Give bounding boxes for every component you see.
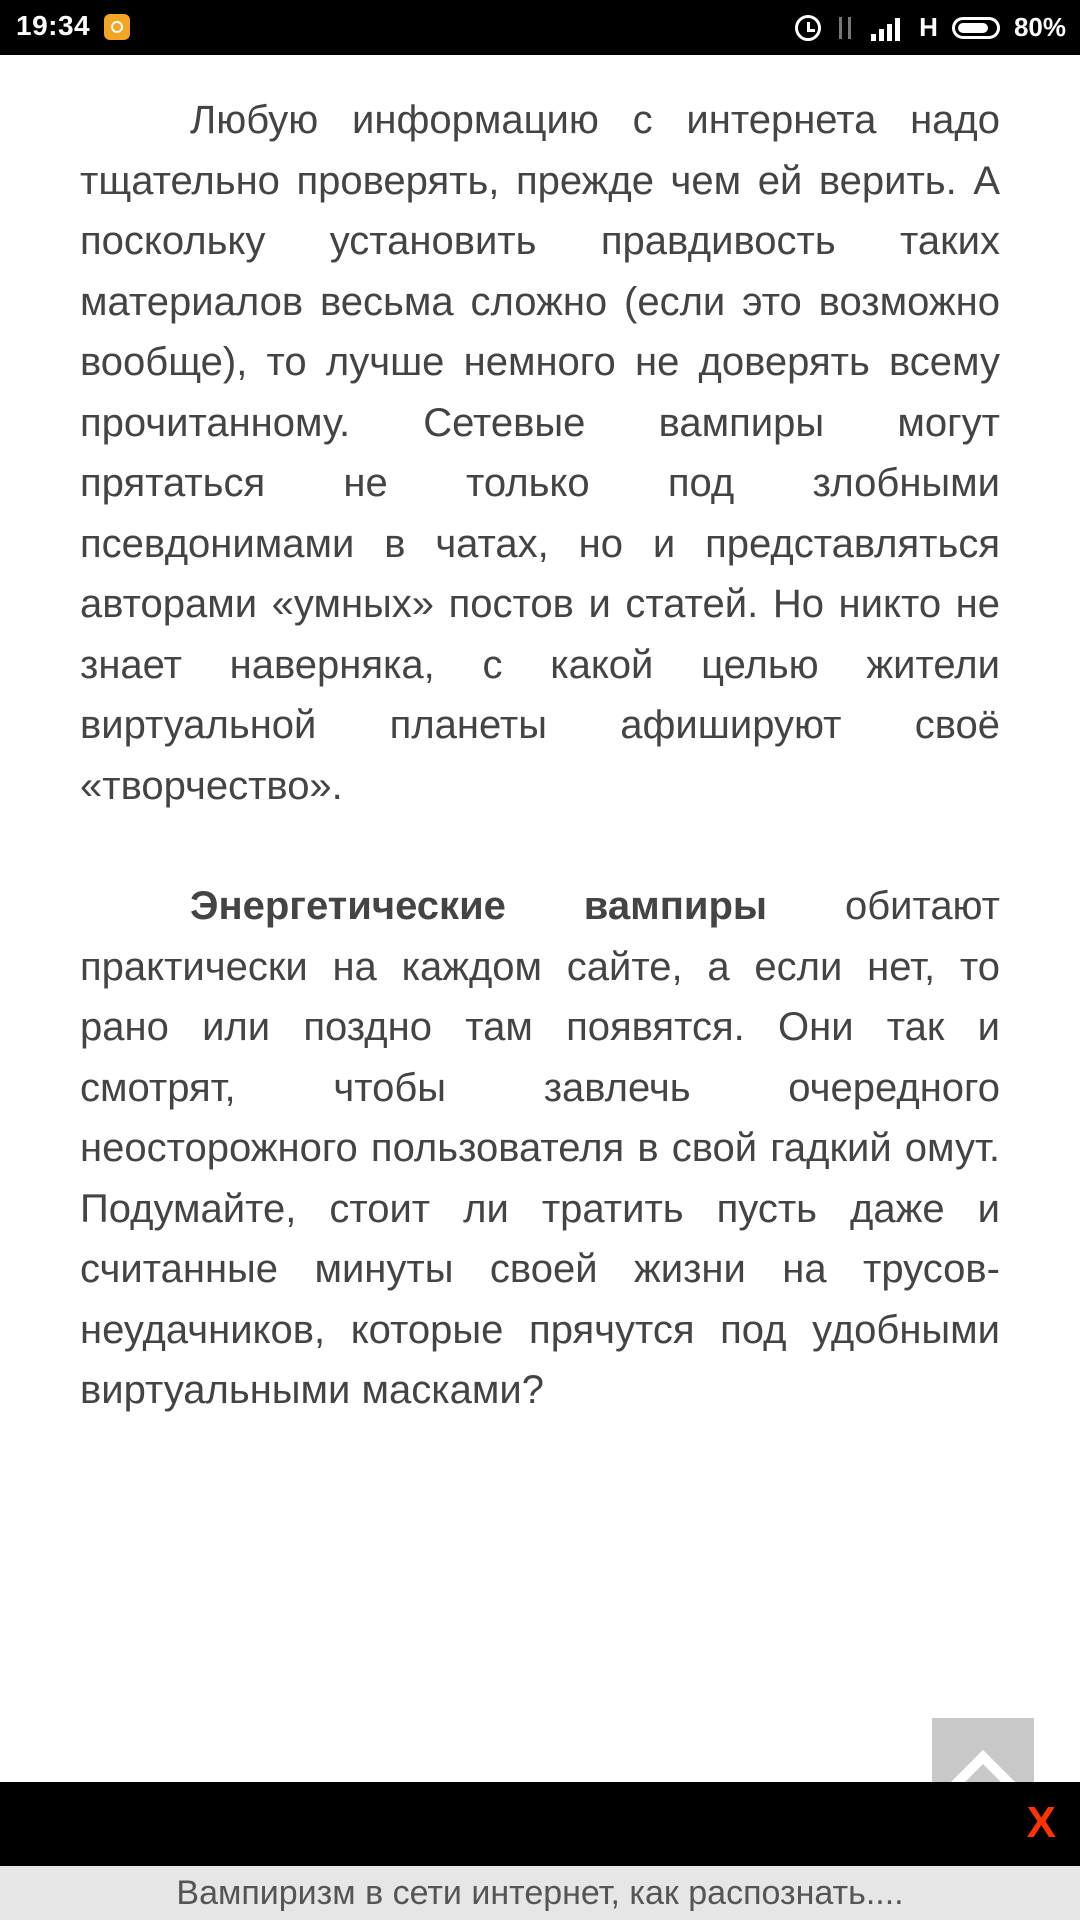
page-title: Вампиризм в сети интернет, как распознать.... xyxy=(176,1874,904,1912)
battery-icon xyxy=(952,17,1000,39)
alarm-icon xyxy=(795,15,821,41)
paragraph-text: обитают практически на каждом сайте, а если нет, то рано или поздно там появятся. Они так и смотрят, чтобы завлечь очередного неосторожного пользователя в свой гадкий омут. Подумайте, стоит ли тратить пусть даже и считанные минуты своей жизни на трусов-неудачников, которые прячутся под удобными виртуальными масками? xyxy=(80,884,1000,1412)
battery-percent: 80% xyxy=(1013,12,1066,42)
bottom-title-strip[interactable] xyxy=(0,1866,1080,1920)
data-icon xyxy=(835,15,857,41)
status-time: 19:34 xyxy=(16,10,91,41)
ad-banner[interactable] xyxy=(0,1782,1080,1866)
signal-icon xyxy=(871,15,905,41)
status-icons xyxy=(795,0,1066,55)
article-body xyxy=(80,90,1000,1421)
notification-app-icon xyxy=(104,14,130,40)
article-paragraph xyxy=(80,876,1000,1421)
bold-term: Энергетические вампиры xyxy=(190,884,768,928)
article-paragraph: Любую информацию с интернета надо тщательно проверять, прежде чем ей верить. А поскольку установить правдивость таких материалов весьма сложно (если это возможно вообще), то лучше немного не доверять всему прочитанному. Сетевые вампиры могут прятаться не только под злобными псевдонимами в чатах, но и представляться авторами «умных» постов и статей. Но никто не знает наверняка, с какой целью жители виртуальной планеты афишируют своё «творчество». xyxy=(80,98,1000,808)
close-ad-button[interactable]: X xyxy=(1026,1798,1056,1847)
network-type: H xyxy=(919,12,938,42)
status-bar xyxy=(0,0,1080,55)
